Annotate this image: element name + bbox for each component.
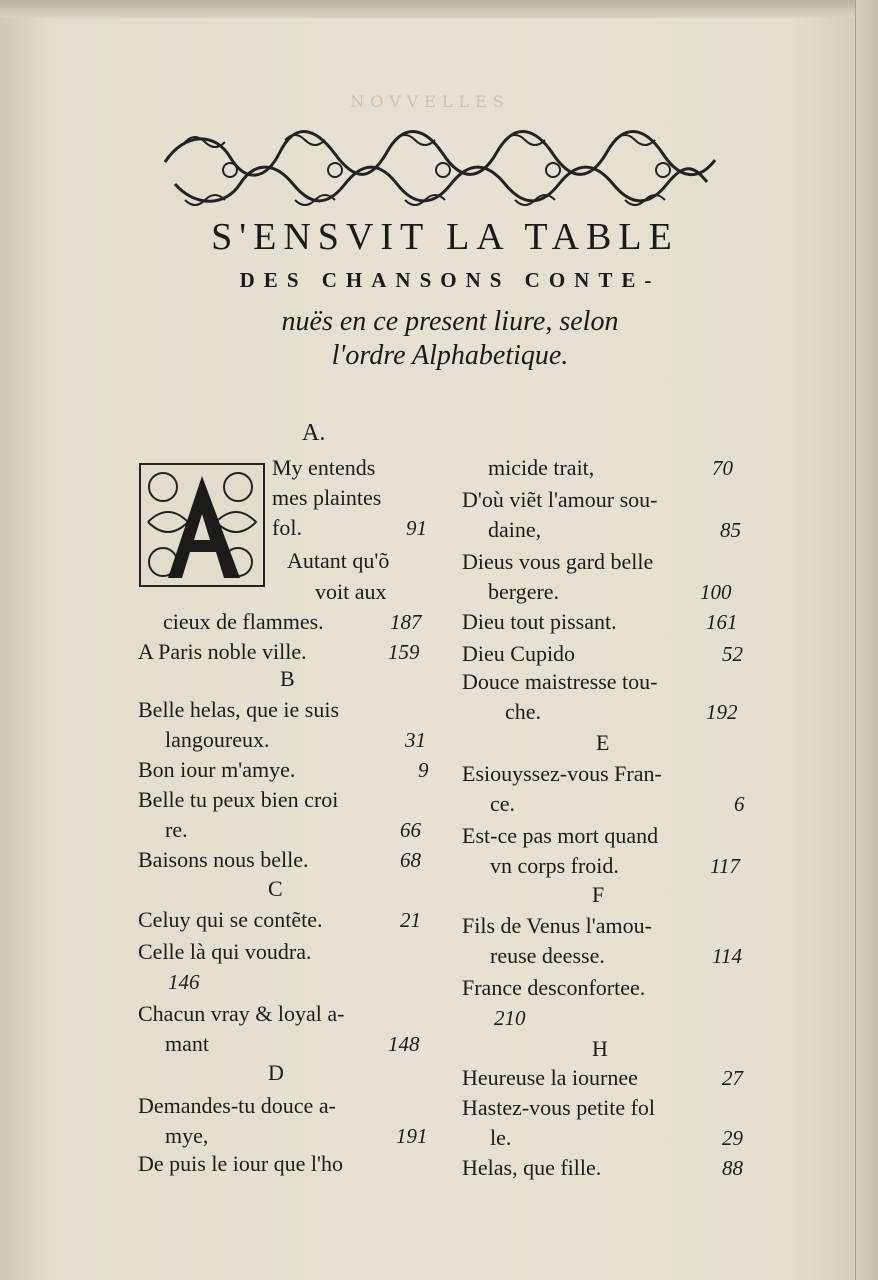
list-item: mant — [165, 1031, 209, 1056]
list-item: langoureux. — [165, 727, 270, 752]
page-subtitle: DES CHANSONS CONTE- — [239, 268, 661, 292]
list-item: Demandes-tu douce a- — [138, 1093, 336, 1118]
ornament-band-icon — [155, 122, 725, 212]
page-top-edge — [0, 0, 858, 18]
page-number: 117 — [710, 854, 740, 878]
page-number: 146 — [168, 970, 200, 994]
page-number: 192 — [706, 700, 738, 724]
list-item: mye, — [165, 1123, 209, 1148]
list-item: My entends — [272, 455, 376, 480]
page-number: 161 — [706, 610, 738, 634]
page-number: 191 — [396, 1124, 428, 1148]
page-number: 88 — [722, 1156, 743, 1180]
list-item: Baisons nous belle. — [138, 847, 309, 872]
list-item: Dieus vous gard belle — [462, 549, 654, 574]
list-item: Heureuse la iournee — [462, 1065, 638, 1090]
page-number: 29 — [722, 1126, 743, 1150]
list-item: mes plaintes — [272, 485, 382, 510]
list-item: Belle helas, que ie suis — [138, 697, 340, 722]
page-number: 91 — [406, 516, 427, 540]
list-item: France desconfortee. — [462, 975, 646, 1000]
drop-cap-a-icon — [138, 462, 266, 588]
list-item: cieux de flammes. — [163, 609, 324, 634]
list-item: le. — [490, 1125, 512, 1150]
running-head: NOVVELLES — [350, 92, 510, 111]
page-number: 100 — [700, 580, 732, 604]
list-item: Autant qu'õ — [287, 548, 390, 573]
list-item: A Paris noble ville. — [138, 639, 307, 664]
list-item: Dieu Cupido — [462, 641, 576, 666]
list-item: Est-ce pas mort quand — [462, 823, 659, 848]
list-item: bergere. — [488, 579, 560, 604]
page-number: 27 — [722, 1066, 743, 1090]
list-item: Dieu tout pissant. — [462, 609, 617, 634]
section-heading-f: F — [592, 882, 605, 907]
page-title: S'ENSVIT LA TABLE — [211, 216, 679, 258]
list-item: re. — [165, 817, 188, 842]
page-number: 159 — [388, 640, 420, 664]
list-item: voit aux — [315, 579, 387, 604]
list-item: Hastez-vous petite fol — [462, 1095, 656, 1120]
page-number: 148 — [388, 1032, 420, 1056]
page-number: 21 — [400, 908, 421, 932]
section-heading-c: C — [268, 876, 283, 901]
page-number: 85 — [720, 518, 741, 542]
list-item: reuse deesse. — [490, 943, 605, 968]
page-number: 6 — [734, 792, 745, 816]
list-item: Celle là qui voudra. — [138, 939, 312, 964]
next-page-edge — [855, 0, 878, 1280]
section-heading-a: A. — [302, 420, 326, 446]
list-item: Douce maistresse tou- — [462, 669, 658, 694]
list-item: Fils de Venus l'amou- — [462, 913, 652, 938]
section-heading-d: D — [268, 1060, 284, 1085]
section-heading-b: B — [280, 666, 295, 691]
list-item: ce. — [490, 791, 516, 816]
list-item: che. — [505, 699, 542, 724]
list-item: Esiouyssez-vous Fran- — [462, 761, 662, 786]
title-line-3: nuës en ce present liure, selon — [281, 306, 619, 337]
page-number: 52 — [722, 642, 743, 666]
section-heading-e: E — [596, 730, 610, 755]
page-number: 70 — [712, 456, 733, 480]
list-item: Celuy qui se contẽte. — [138, 907, 323, 932]
list-item: D'où viẽt l'amour sou- — [462, 487, 658, 512]
title-line-4: l'ordre Alphabetique. — [331, 340, 569, 371]
list-item: De puis le iour que l'ho — [138, 1151, 343, 1176]
list-item: Helas, que fille. — [462, 1155, 602, 1180]
page-number: 31 — [405, 728, 426, 752]
section-heading-h: H — [592, 1036, 608, 1061]
list-item: Bon iour m'amye. — [138, 757, 296, 782]
page-number: 114 — [712, 944, 742, 968]
list-item: fol. — [272, 515, 302, 540]
list-item: vn corps froid. — [490, 853, 619, 878]
list-item: Belle tu peux bien croi — [138, 787, 339, 812]
page-number: 210 — [494, 1006, 526, 1030]
page-number: 9 — [418, 758, 429, 782]
page-number: 68 — [400, 848, 421, 872]
list-item: Chacun vray & loyal a- — [138, 1001, 345, 1026]
list-item: daine, — [488, 517, 542, 542]
page-number: 66 — [400, 818, 421, 842]
page-number: 187 — [390, 610, 422, 634]
list-item: micide trait, — [488, 455, 595, 480]
